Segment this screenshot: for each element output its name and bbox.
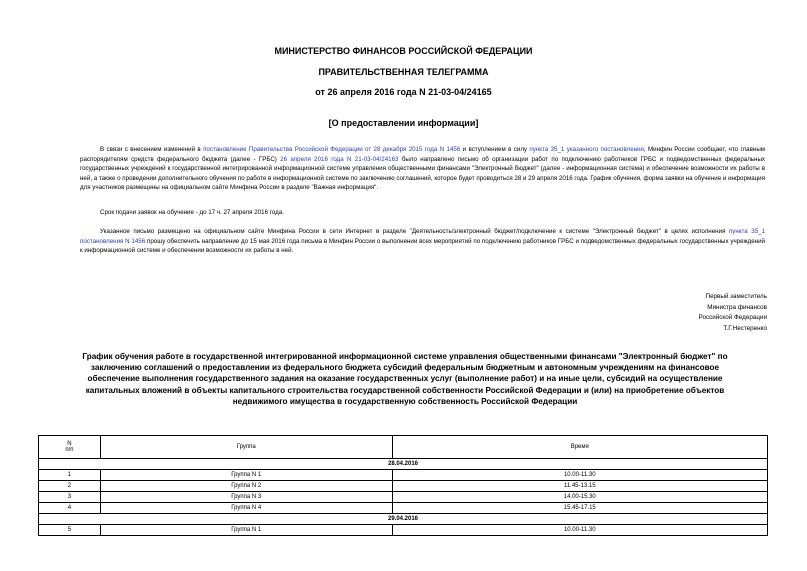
table-row: [39, 481, 768, 492]
date-row: [39, 459, 768, 470]
paragraph-3-text-1: Указанное письмо размещено на официальном сайте Минфина России в сети Интернет в разделе "Деятельность/электронный бюджет/подключение к системе "Электронный бюджет" в целях исполнения: [100, 228, 729, 235]
row-number: 2: [39, 481, 101, 492]
table-header-row: [39, 436, 768, 459]
paragraph-1-text-4: было направлено письмо об организации работ по подключению работников ГРБС и подведомственных федеральных государственных учреждений к государственной интегрированной информационной системе управления общественными финансами "Электронный бюджет" (далее - информационная система) и обеспечение возможности их работы в ней, а также о проведении дополнительного обучения по работе в информационной системе по заключению соглашений, которое будет проводиться 28 и 29 апреля 2016 года. График обучения, форма заявки на обучение и информация для участников размещены на официальном сайте Минфина России в разделе "Важная информация".: [80, 155, 765, 191]
paragraph-1: [80, 145, 765, 193]
row-group: Группа N 4: [100, 503, 392, 514]
date-row: [39, 514, 768, 525]
paragraph-1-text-3: , Минфин России сообщает, что главным распорядителям средств федерального бюджета (далее - ГРБС): [80, 146, 766, 163]
document-type: ПРАВИТЕЛЬСТВЕННАЯ ТЕЛЕГРАММА: [318, 67, 489, 77]
signature-name: Т.Г.Нестеренко: [723, 324, 767, 332]
document-date: от 26 апреля 2016 года N 21-03-04/24165: [315, 87, 492, 97]
row-number: 1: [39, 470, 101, 481]
paragraph-3: [80, 227, 765, 256]
document-subject: [О предоставлении информации]: [328, 118, 479, 128]
column-header-time: Время: [392, 436, 768, 459]
column-header-number: N п/п: [39, 436, 101, 459]
signature-position-3: Российской Федерации: [698, 314, 767, 321]
row-number: 5: [39, 525, 101, 536]
paragraph-1-text-1: В связи с внесением изменений в: [100, 146, 204, 153]
ministry-heading: МИНИСТЕРСТВО ФИНАНСОВ РОССИЙСКОЙ ФЕДЕРАЦИИ: [274, 46, 533, 56]
signature-block: [699, 292, 767, 334]
decree-1456-link[interactable]: постановление Правительства Российской Федерации от 28 декабря 2015 года N 1456: [203, 146, 461, 153]
paragraph-1-text-2: и вступлением в силу: [460, 146, 530, 153]
row-number: 4: [39, 503, 101, 514]
table-row: [39, 492, 768, 503]
row-group: Группа N 1: [100, 470, 392, 481]
date-cell: 29.04.2016: [39, 514, 768, 525]
date-cell: 28.04.2016: [39, 459, 768, 470]
row-time: 10.00-11.30: [392, 525, 768, 536]
row-time: 14.00-15.30: [392, 492, 768, 503]
table-row: [39, 525, 768, 536]
table-row: [39, 503, 768, 514]
row-number: 3: [39, 492, 101, 503]
paragraph-3-text-2: прошу обеспечить направление до 15 мая 2016 года письма в Минфин России о выполнении всех мероприятий по подключению работников ГРБС и подведомственных федеральных государственных учреждений к информационной системе и обеспечении возможности их работы в ней.: [80, 237, 765, 254]
letter-24163-link[interactable]: 26 апреля 2016 года N 21-03-04/24163: [280, 155, 399, 163]
row-time: 15.45-17.15: [392, 503, 768, 514]
signature-position-1: Первый заместитель: [705, 293, 767, 300]
clause-35-1-decree-1456-link[interactable]: пункта 35_1 постановления N 1456: [80, 228, 766, 245]
column-header-group: Группа: [100, 436, 392, 459]
row-group: Группа N 1: [100, 525, 392, 536]
signature-position-2: Министра финансов: [707, 303, 767, 311]
schedule-table: [38, 435, 768, 536]
paragraph-2: Срок подачи заявок на обучение - до 17 ч. 27 апреля 2016 года.: [100, 209, 284, 216]
row-group: Группа N 2: [100, 481, 392, 492]
clause-35-1-link[interactable]: пункта 35_1 указанного постановления: [529, 146, 644, 153]
schedule-title: График обучения работе в государственной интегрированной информационной системе управления общественными финансами "Электронный бюджет" по заключению соглашений о предоставлении из федерального бюджета субсидий федеральным бюджетным и автономным учреждениям на финансовое обеспечение выполнения государственного задания на оказание государственных услуг (выполнение работ) и на иные цели, субсидий на осуществление капитальных вложений в объекты капитального строительства государственной собственности Российской Федерации и (или) на приобретение объектов недвижимого имущества в государственную собственность Российской Федерации: [82, 352, 728, 406]
table-row: [39, 470, 768, 481]
row-time: 10.00-11.30: [392, 470, 768, 481]
row-time: 11.45-13.15: [392, 481, 768, 492]
row-group: Группа N 3: [100, 492, 392, 503]
